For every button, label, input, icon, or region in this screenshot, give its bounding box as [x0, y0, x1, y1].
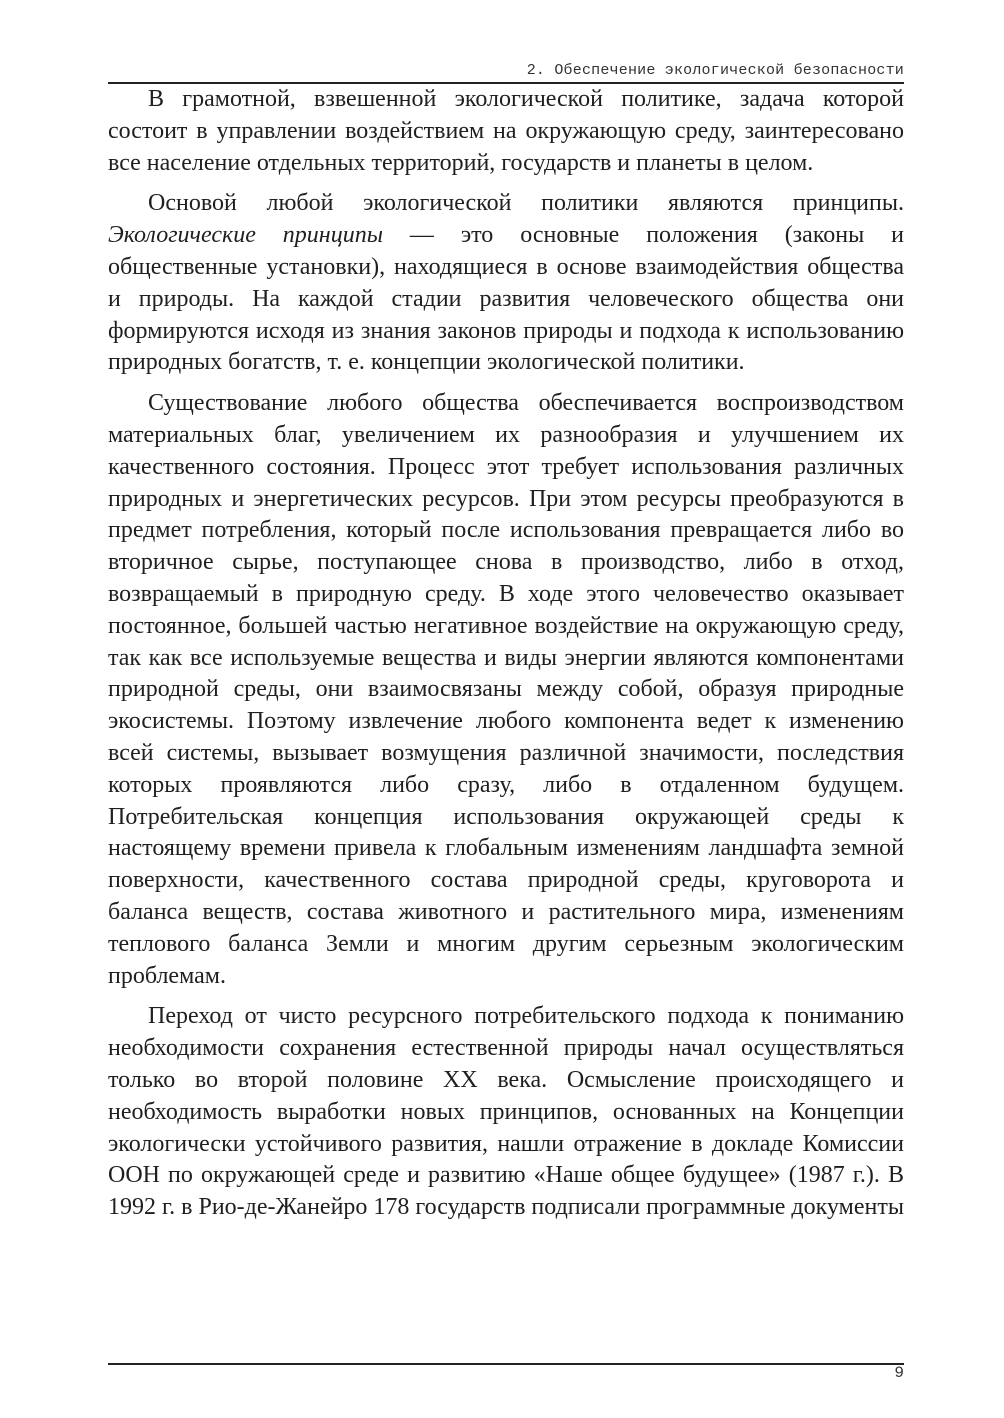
paragraph-2	[108, 188, 904, 379]
paragraph-2-lead: Основой любой экологической политики являются принципы.	[148, 190, 904, 217]
paragraph-2-rest: — это основные положения (законы и общественные установки), находящиеся в основе взаимодействия общества и природы. На каждой стадии развития человеческого общества они формируются исходя из знания законов природы и подхода к использованию природных богатств, т. е. концепции экологической политики.	[108, 222, 905, 376]
running-header: 2. Обеспечение экологической безопасности	[526, 62, 904, 79]
paragraph-4: Переход от чисто ресурсного потребительского подхода к пониманию необходимости сохранения естественной природы начал осуществляться только во второй половине XX века. Осмысление происходящего и необходимость выработки новых принципов, основанных на Концепции экологически устойчивого развития, нашли отражение в докладе Комиссии ООН по окружающей среде и развитию «Наше общее будущее» (1987 г.). В 1992 г. в Рио-де-Жанейро 178 государств подписали программные документы	[108, 1003, 904, 1221]
page-body	[108, 84, 904, 1233]
term-ecological-principles: Экологические принципы	[108, 222, 383, 249]
paragraph-1: В грамотной, взвешенной экологической политике, задача которой состоит в управлении воздействием на окружающую среду, заинтересовано все население отдельных территорий, государств и планеты в целом.	[108, 86, 904, 176]
paragraph-3: Существование любого общества обеспечивается воспроизводством материальных благ, увеличением их разнообразия и улучшением их качественного состояния. Процесс этот требует использования различных природных и энергетических ресурсов. При этом ресурсы преобразуются в предмет потребления, который после использования превращается либо во вторичное сырье, поступающее снова в производство, либо в отход, возвращаемый в природную среду. В ходе этого человечество оказывает постоянное, большей частью негативное воздействие на окружающую среду, так как все используемые вещества и виды энергии являются компонентами природной среды, они взаимосвязаны между собой, образуя природные экосистемы. Поэтому извлечение любого компонента ведет к изменению всей системы, вызывает возмущения различной значимости, последствия которых проявляются либо сразу, либо в отдаленном будущем. Потребительская концепция использования окружающей среды к настоящему времени привела к глобальным изменениям ландшафта земной поверхности, качественного состава природной среды, круговорота и баланса веществ, состава животного и растительного мира, изменениям теплового баланса Земли и многим другим серьезным экологическим проблемам.	[108, 390, 904, 989]
page-number: 9	[894, 1364, 904, 1382]
